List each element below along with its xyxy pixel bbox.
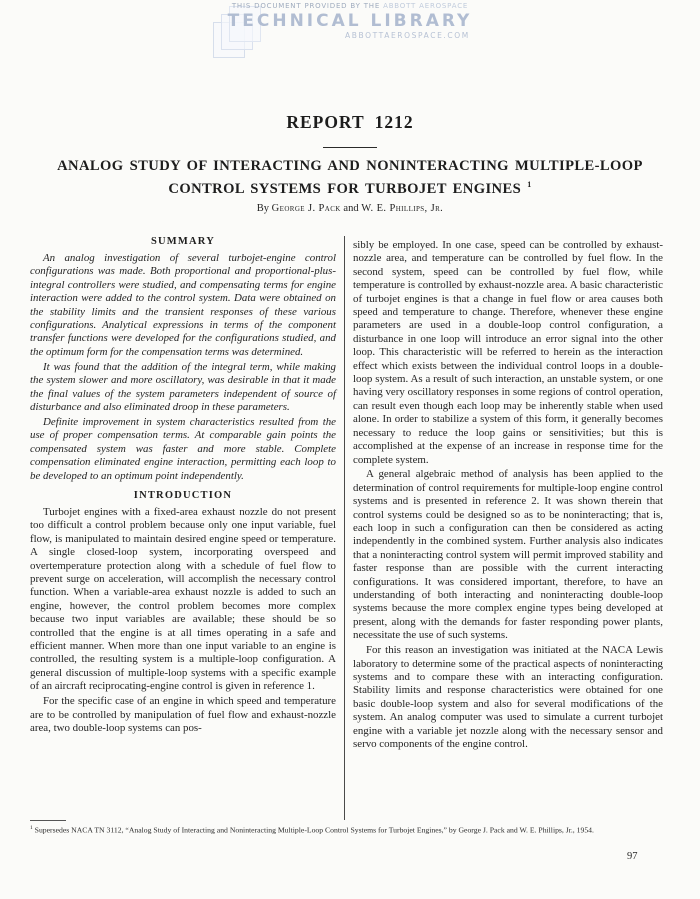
title-divider-rule [323,147,377,148]
author-1: George J. Pack [271,203,341,214]
body-paragraph: A general algebraic method of analysis has been applied to the determination of control requirements for multiple-loop engine control systems and is presented in reference 2. It was shown therein that control systems could be designed so as to be noninteracting; that is, each loop in such a configuration can then be considered as acting independently in the combined system. Further analysis also indicates that a noninteracting control system will permit improved stability and faster response than are possible with the current interacting configurations. It was considered important, therefore, to have an understanding of both interacting and noninteracting double-loop systems because the more complex engine types being developed at present, along with the demands for faster responding power plants, necessitate the use of such systems. [353,468,663,642]
footnote-marker: 1 [30,825,33,831]
watermark-library-title: TECHNICAL LIBRARY [227,11,473,31]
two-column-body [30,236,663,820]
summary-section [30,252,336,483]
footnote-block [30,820,666,835]
report-title-line2: CONTROL SYSTEMS FOR TURBOJET ENGINES $^1$ [168,179,532,197]
title-footnote-marker: 1 [527,179,532,189]
left-column [30,236,336,820]
summary-paragraph: An analog investigation of several turbojet-engine control configurations was made. Both proportional and proportional-plus-integral controllers were studied, and compensating terms for engine interaction were added to the control system. Data were obtained on the stability limits and the transient responses of these various configurations. Analytical expressions in terms of the component transfer functions were developed for the configurations studied, and the optimum form for the compensation terms was determined. [30,252,336,358]
author-2: W. E. Phillips, Jr. [361,203,444,214]
body-paragraph: For this reason an investigation was initiated at the NACA Lewis laboratory to determine some of the practical aspects of noninteracting systems and to compare these with an interacting configuration. Stability limits and response characteristics were obtained for one basic double-loop system and also for several modifications of the system. An analog computer was used to simulate a current turbojet engine with a variable jet nozzle along with the necessary sensor and servo components of the engine control. [353,644,663,751]
introduction-paragraph: For the specific case of an engine in which speed and temperature are to be controlled by manipulation of fuel flow and exhaust-nozzle area, two double-loop systems can pos- [30,695,336,734]
byline [0,203,700,214]
footnote-rule [30,820,66,821]
introduction-heading: INTRODUCTION [133,489,233,501]
report-number: REPORT 1212 [286,112,414,132]
byline-conjunction: and [343,203,359,214]
watermark-site-url: ABBOTTAEROSPACE.COM [345,31,470,40]
column-divider-rule [344,236,345,820]
summary-heading: SUMMARY [150,236,216,247]
report-title-line1: ANALOG STUDY OF INTERACTING AND NONINTERACTING MULTIPLE-LOOP [57,158,643,174]
right-column [353,236,663,820]
page-number: 97 [627,851,638,862]
watermark-provided-prefix: THIS DOCUMENT PROVIDED BY THE [231,2,381,10]
watermark-provided-org: ABBOTT AEROSPACE [383,2,469,10]
summary-paragraph: Definite improvement in system characteristics resulted from the use of proper compensation terms. At comparable gain points the compensated system was faster and more stable. Complete compensation eliminated engine interaction, permitting each loop to be developed to an optimum point independently. [30,415,336,482]
summary-paragraph: It was found that the addition of the integral term, while making the system slower and more oscillatory, was desirable in that it made the final values of the system parameters independent of source of disturbance and also eliminated droop in these parameters. [30,360,336,413]
footnote [30,824,666,835]
watermark-provided-line [0,2,700,10]
byline-prefix: By [256,203,270,214]
report-title [0,158,700,198]
introduction-paragraph: Turbojet engines with a fixed-area exhaust nozzle do not present too difficult a control problem because only one input variable, fuel flow, is manipulated to maintain desired engine speed or temperature. A single closed-loop system, incorporating overspeed and overtemperature protection along with a schedule of fuel flow to prevent surge on acceleration, will accomplish the necessary control function. When a variable-area exhaust nozzle is added to such an engine, however, the control problem becomes more complex because two input variables are available; these should be so controlled that the engine is at all times operating in a safe and efficient manner. When more than one input variable to an engine is controlled, the resulting system is a multiple-loop configuration. A general discussion of multiple-loop systems with a specific example of an aircraft reciprocating-engine control is given in reference 1. [30,505,336,693]
footnote-text: Supersedes NACA TN 3112, “Analog Study of Interacting and Noninteracting Multiple-Loop Control Systems for Turbojet Engines,” by George J. Pack and W. E. Phillips, Jr., 1954. [34,825,594,835]
body-paragraph: sibly be employed. In one case, speed can be controlled by exhaust-nozzle area, and temperature can be controlled by fuel flow. In the second system, speed can be controlled by fuel flow, while temperature is controlled by exhaust-nozzle area. A basic characteristic of turbojet engines is that a change in fuel flow or area causes both speed and temperature to change. Therefore, whenever these engine parameters are used in a double-loop control configuration, a disturbance in one loop will introduce an error signal into the other loop. This characteristic will be referred to herein as the interaction effect which exists between the individual control loops in a double-loop system. As a result of such interaction, an unstable system, or one having very oscillatory responses in some regions of control operation, can result even though each loop may be inherently stable when used alone. In order to stabilize a system of this form, it generally becomes necessary to reduce the loop gains or sensitivities; but this is accomplished at the expense of an increase in response time for the complete system. [353,239,663,466]
introduction-section [30,506,336,735]
